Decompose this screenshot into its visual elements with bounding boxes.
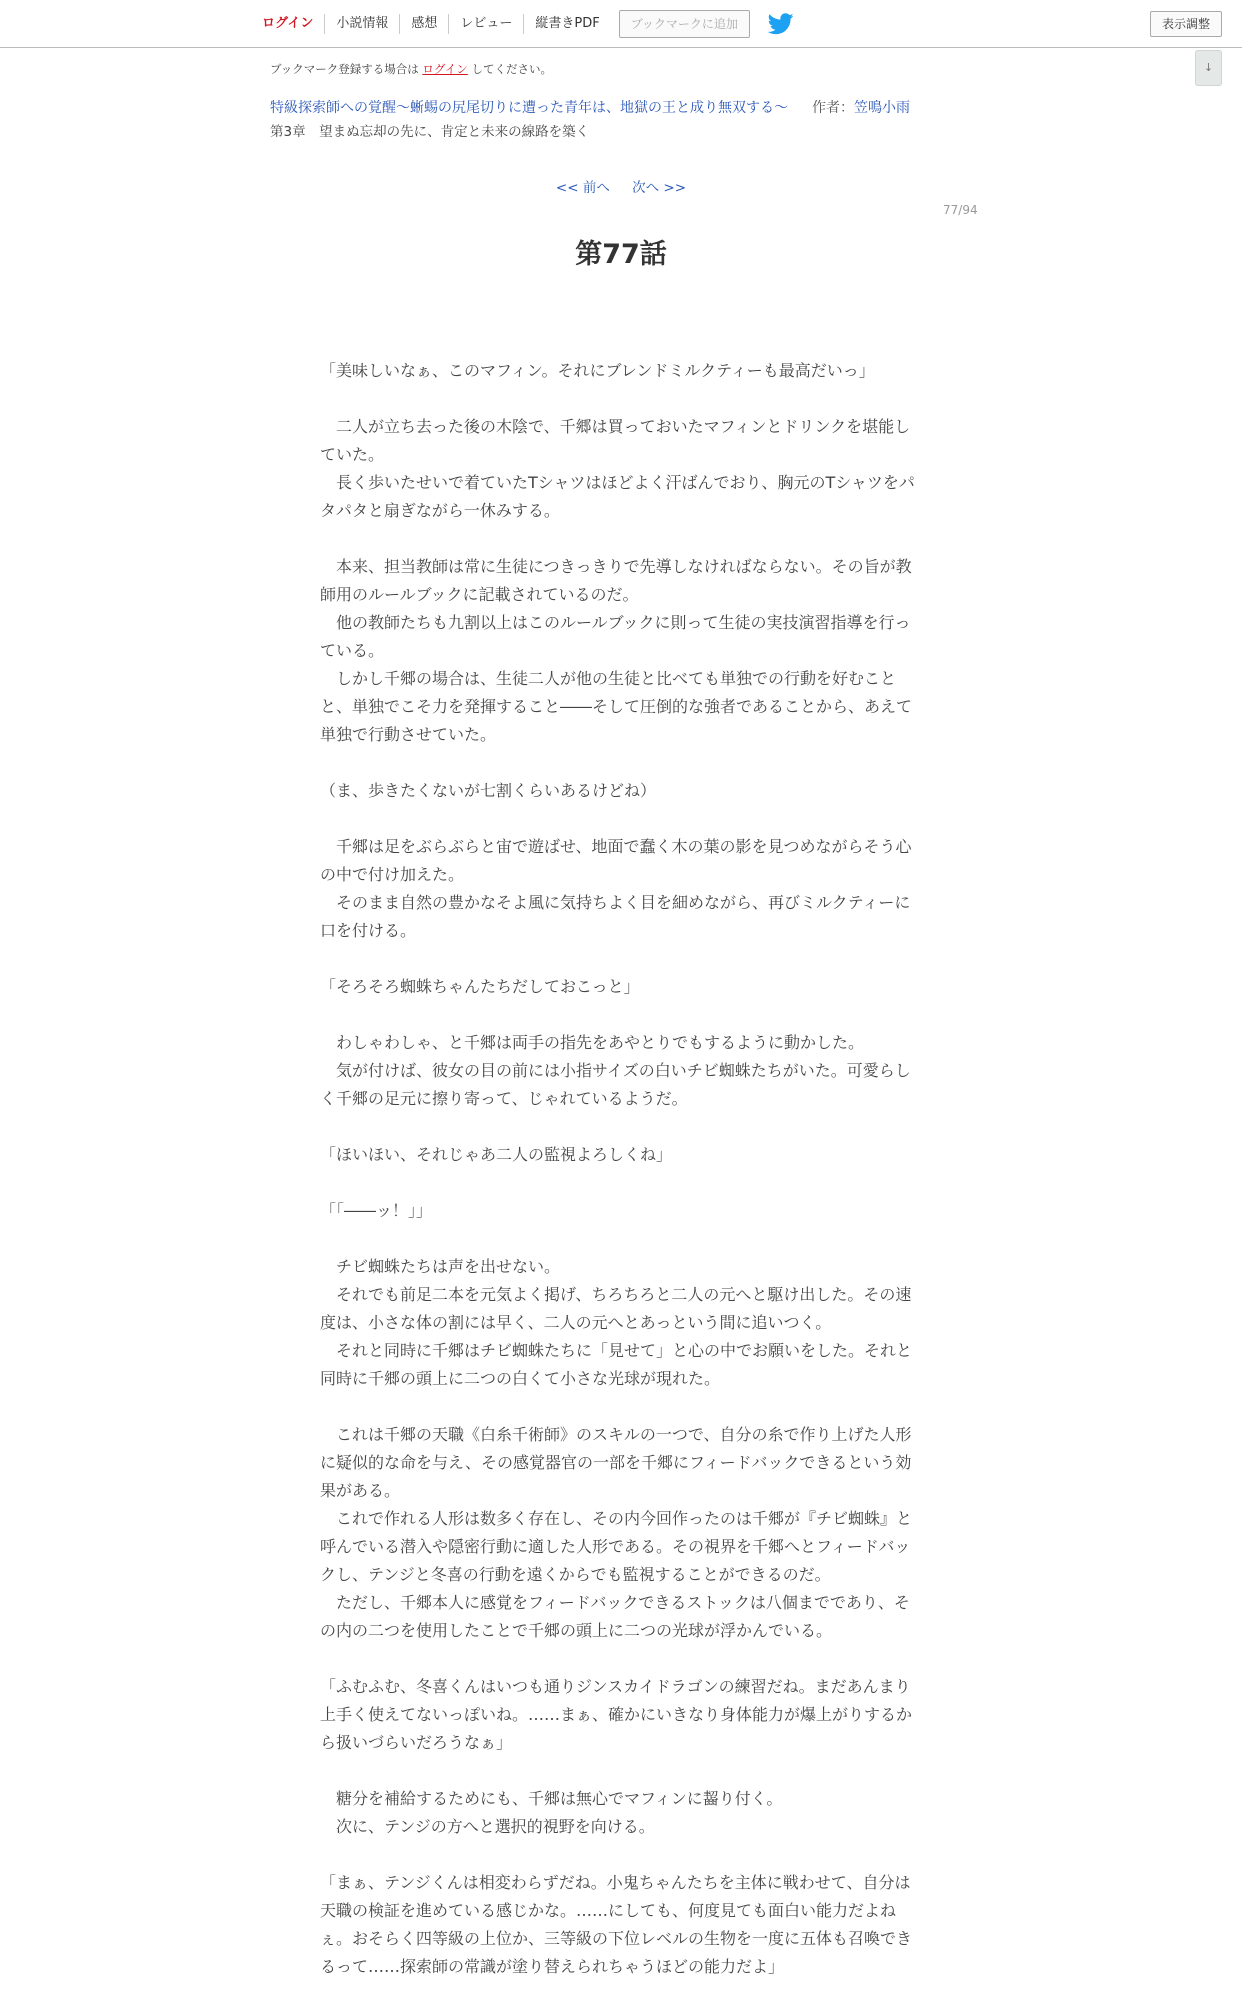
review-link[interactable]: レビュー xyxy=(449,14,524,34)
chapter-title: 第3章 望まぬ忘却の先に、肯定と未来の線路を築く xyxy=(270,124,590,140)
episode-pager xyxy=(0,176,1242,196)
bookmark-login-notice xyxy=(270,61,552,77)
novel-title-link[interactable]: 特級探索師への覚醒～蜥蜴の尻尾切りに遭った青年は、地獄の王と成り無双する～ xyxy=(270,100,788,116)
page-count: 77/94 xyxy=(943,203,978,217)
next-episode-link[interactable]: 次へ >> xyxy=(632,180,687,196)
author-label: 作者： xyxy=(812,100,854,116)
add-bookmark-button[interactable]: ブックマークに追加 xyxy=(619,10,750,38)
top-navigation-bar xyxy=(0,0,1242,48)
prev-episode-link[interactable]: << 前へ xyxy=(555,180,610,196)
twitter-bird-icon[interactable] xyxy=(768,13,794,35)
notice-suffix: してください。 xyxy=(471,62,552,76)
display-settings-button[interactable]: 表示調整 xyxy=(1150,11,1222,37)
notice-prefix: ブックマーク登録する場合は xyxy=(270,62,419,76)
down-arrow-icon: ↓ xyxy=(1203,61,1214,74)
episode-body-text: 「美味しいなぁ、このマフィン。それにブレンドミルクティーも最高だいっ」 二人が立ち去った後の木陰で、千郷は買っておいたマフィンとドリンクを堪能していた。 長く歩いたせいで着ていたTシャツはほどよく汗ばんでおり、胸元のTシャツをパタパタと扇ぎながら一休みする。 本来、担当教師は常に生徒につきっきりで先導しなければならない。その旨が教師用のルールブックに記載されているのだ。 他の教師たちも九割以上はこのルールブックに則って生徒の実技演習指導を行っている。 しかし千郷の場合は、生徒二人が他の生徒と比べても単独での行動を好むことと、単独でこそ力を発揮すること――そして圧倒的な強者であることから、あえて単独で行動させていた。 （ま、歩きたくないが七割くらいあるけどね） 千郷は足をぶらぶらと宙で遊ばせ、地面で蠢く木の葉の影を見つめながらそう心の中で付け加えた。 そのまま自然の豊かなそよ風に気持ちよく目を細めながら、再びミルクティーに口を付ける。 「そろそろ蜘蛛ちゃんたちだしておこっと」 わしゃわしゃ、と千郷は両手の指先をあやとりでもするように動かした。 気が付けば、彼女の目の前には小指サイズの白いチビ蜘蛛たちがいた。可愛らしく千郷の足元に擦り寄って、じゃれているようだ。 「ほいほい、それじゃあ二人の監視よろしくね」 「「――ッ！」」 チビ蜘蛛たちは声を出せない。 それでも前足二本を元気よく掲げ、ちろちろと二人の元へと駆け出した。その速度は、小さな体の割には早く、二人の元へとあっという間に追いつく。 それと同時に千郷はチビ蜘蛛たちに「見せて」と心の中でお願いをした。それと同時に千郷の頭上に二つの白くて小さな光球が現れた。 これは千郷の天職《白糸千術師》のスキルの一つで、自分の糸で作り上げた人形に疑似的な命を与え、その感覚器官の一部を千郷にフィードバックできるという効果がある。 これで作れる人形は数多く存在し、その内今回作ったのは千郷が『チビ蜘蛛』と呼んでいる潜入や隠密行動に適した人形である。その視界を千郷へとフィードバックし、テンジと冬喜の行動を遠くからでも監視することができるのだ。 ただし、千郷本人に感覚をフィードバックできるストックは八個までであり、その内の二つを使用したことで千郷の頭上に二つの光球が浮かんでいる。 「ふむふむ、冬喜くんはいつも通りジンスカイドラゴンの練習だね。まだあんまり上手く使えてないっぽいね。……まぁ、確かにいきなり身体能力が爆上がりするから扱いづらいだろうなぁ」 糖分を補給するためにも、千郷は無心でマフィンに齧り付く。 次に、テンジの方へと選択的視野を向ける。 「まぁ、テンジくんは相変わらずだね。小鬼ちゃんたちを主体に戦わせて、自分は天職の検証を進めている感じかな。……にしても、何度見ても面白い能力だよねぇ。おそらく四等級の上位か、三等級の下位レベルの生物を一度に五体も召喚できるって……探索師の常識が塗り替えられちゃうほどの能力だよ」 xyxy=(320,361,915,1976)
scroll-down-button[interactable] xyxy=(1195,50,1222,86)
author-link[interactable]: 笠鳴小雨 xyxy=(854,100,910,116)
impressions-link[interactable]: 感想 xyxy=(400,14,449,34)
novel-info-link[interactable]: 小説情報 xyxy=(325,14,400,34)
notice-login-link[interactable]: ログイン xyxy=(422,62,468,76)
author-info xyxy=(812,97,910,117)
vertical-pdf-link[interactable]: 縦書きPDF xyxy=(535,15,600,31)
login-link[interactable]: ログイン xyxy=(250,14,325,34)
nav-menu xyxy=(250,0,794,47)
episode-title: 第77話 xyxy=(575,239,667,270)
